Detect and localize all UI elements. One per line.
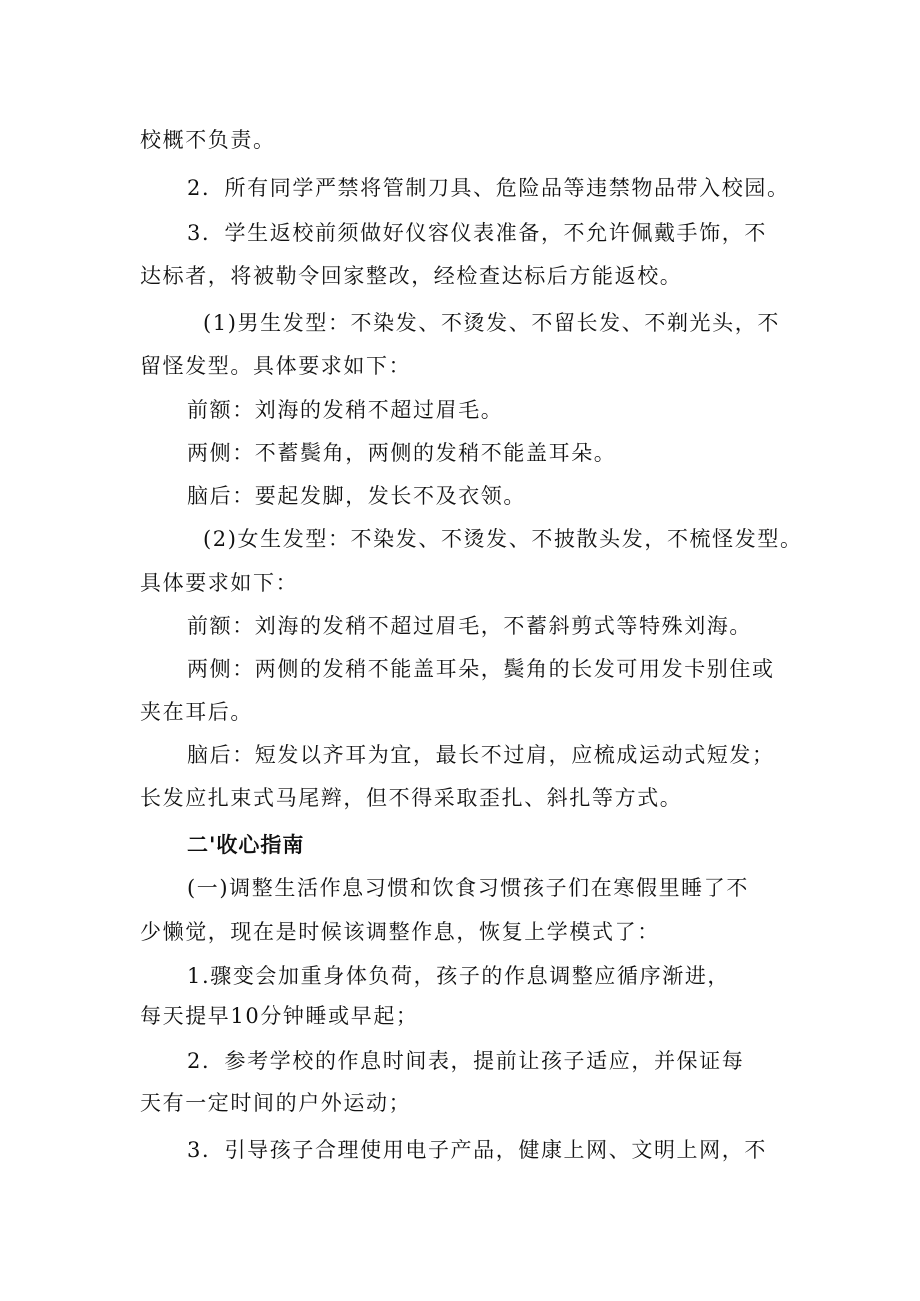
text-line: 2．所有同学严禁将管制刀具、危险品等违禁物品带入校园。 <box>187 176 790 200</box>
text-line: 前额：刘海的发稍不超过眉毛。 <box>187 398 504 422</box>
text-line: 两侧：不蓄鬓角，两侧的发稍不能盖耳朵。 <box>187 441 617 465</box>
text-line: 达标者，将被勒令回家整改，经检查达标后方能返校。 <box>140 264 683 288</box>
text-line: (2)女生发型：不染发、不烫发、不披散头发，不梳怪发型。 <box>203 527 803 551</box>
text-line: 3．学生返校前须做好仪容仪表准备，不允许佩戴手饰，不 <box>187 221 767 245</box>
text-line: 夹在耳后。 <box>140 700 253 724</box>
text-line: 2．参考学校的作息时间表，提前让孩子适应，并保证每 <box>187 1049 745 1073</box>
text-line: 3．引导孩子合理使用电子产品，健康上网、文明上网，不 <box>187 1138 767 1162</box>
text-line: 两侧：两侧的发稍不能盖耳朵，鬓角的长发可用发卡别住或 <box>187 657 775 681</box>
text-line: (1)男生发型：不染发、不烫发、不留长发、不剃光头，不 <box>203 311 780 335</box>
text-line: 长发应扎束式马尾辫，但不得采取歪扎、斜扎等方式。 <box>140 786 683 810</box>
text-line: 具体要求如下： <box>140 571 299 595</box>
text-line: (一)调整生活作息习惯和饮食习惯孩子们在寒假里睡了不 <box>187 876 749 900</box>
text-line: 天有一定时间的户外运动； <box>140 1091 412 1115</box>
text-line: 每天提早10分钟睡或早起； <box>140 1004 419 1028</box>
section-heading: 二'收心指南 <box>187 833 305 857</box>
text-line: 留怪发型。具体要求如下： <box>140 354 412 378</box>
text-line: 前额：刘海的发稍不超过眉毛，不蓄斜剪式等特殊刘海。 <box>187 614 752 638</box>
text-line: 脑后：短发以齐耳为宜，最长不过肩，应梳成运动式短发； <box>187 743 775 767</box>
text-line: 少懒觉，现在是时候该调整作息，恢复上学模式了： <box>140 920 660 944</box>
text-line: 校概不负责。 <box>140 128 276 152</box>
text-line: 脑后：要起发脚，发长不及衣领。 <box>187 484 526 508</box>
text-line: 1.骤变会加重身体负荷，孩子的作息调整应循序渐进， <box>187 964 731 988</box>
